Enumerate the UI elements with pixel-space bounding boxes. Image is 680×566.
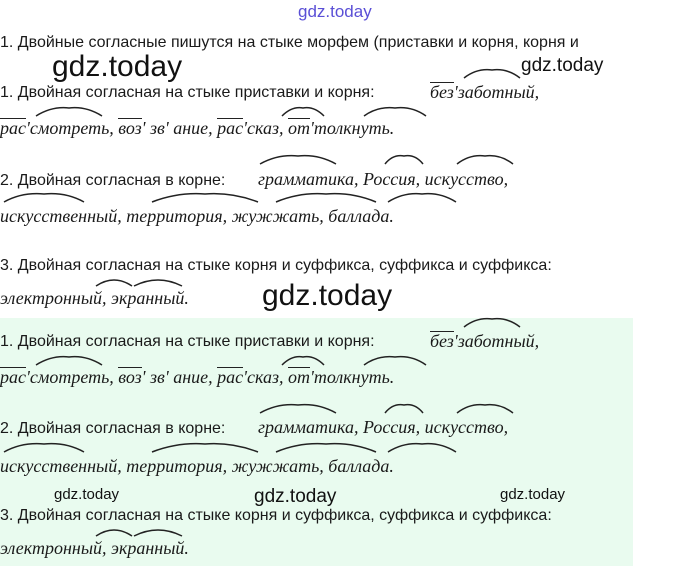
watermark-top: gdz.today bbox=[298, 2, 372, 21]
suffix-mark-4 bbox=[132, 524, 184, 538]
root-arc-13 bbox=[34, 353, 104, 367]
root-arc-2 bbox=[34, 104, 104, 118]
root-arc-21 bbox=[274, 440, 378, 454]
root-arc-20 bbox=[150, 440, 260, 454]
root-arc-4 bbox=[362, 104, 428, 118]
watermark-5: gdz.today bbox=[254, 486, 337, 507]
rule3-heading: 3. Двойная согласная на стыке корня и суффикса, суффикса и суффикса: bbox=[0, 257, 552, 274]
rule2-examples-a-2: грамматика, Россия, искусство, bbox=[258, 417, 509, 437]
watermark-3: gdz.today bbox=[262, 279, 393, 312]
root-arc-12 bbox=[462, 315, 522, 329]
root-arc-11 bbox=[386, 190, 458, 204]
root-arc-22 bbox=[386, 440, 458, 454]
suffix-mark-1 bbox=[94, 274, 134, 288]
root-arc-3 bbox=[280, 104, 326, 118]
rule3-examples-2: электронный, экранный. bbox=[0, 538, 189, 558]
rule2-heading-2: 2. Двойная согласная в корне: bbox=[0, 420, 226, 437]
rule1-heading-2: 1. Двойная согласная на стыке приставки и корня: bbox=[0, 333, 375, 350]
watermark-4: gdz.today bbox=[54, 486, 120, 503]
root-arc-6 bbox=[383, 152, 425, 166]
rule1-examples-b: рас'смотреть, воз' зв' ание, рас'сказ, от'толкнуть. bbox=[0, 118, 395, 138]
watermark-2: gdz.today bbox=[521, 55, 604, 76]
root-arc-17 bbox=[383, 401, 425, 415]
root-arc-7 bbox=[455, 152, 515, 166]
rule2-examples-b: искусственный, территория, жужжать, баллада. bbox=[0, 206, 394, 226]
root-arc-18 bbox=[455, 401, 515, 415]
rule1-examples-a: без'заботный, bbox=[430, 82, 540, 102]
root-arc-5 bbox=[258, 152, 338, 166]
rule1-heading: 1. Двойная согласная на стыке приставки и корня: bbox=[0, 84, 375, 101]
root-arc-8 bbox=[2, 190, 86, 204]
watermark-6: gdz.today bbox=[500, 486, 566, 503]
root-arc-9 bbox=[150, 190, 260, 204]
suffix-mark-2 bbox=[132, 274, 184, 288]
root-arc-16 bbox=[258, 401, 338, 415]
rule1-examples-b-2: рас'смотреть, воз' зв' ание, рас'сказ, от'толкнуть. bbox=[0, 367, 395, 387]
root-arc-14 bbox=[280, 353, 326, 367]
watermark-1: gdz.today bbox=[52, 50, 183, 83]
rule2-heading: 2. Двойная согласная в корне: bbox=[0, 172, 226, 189]
rule3-examples: электронный, экранный. bbox=[0, 288, 189, 308]
root-arc-15 bbox=[362, 353, 428, 367]
root-arc-1 bbox=[462, 66, 522, 80]
root-arc-10 bbox=[274, 190, 378, 204]
rule1-examples-a-2: без'заботный, bbox=[430, 331, 540, 351]
intro-line: 1. Двойные согласные пишутся на стыке морфем (приставки и корня, корня и bbox=[0, 34, 579, 51]
rule3-heading-2: 3. Двойная согласная на стыке корня и суффикса, суффикса и суффикса: bbox=[0, 507, 552, 524]
root-arc-19 bbox=[2, 440, 86, 454]
suffix-mark-3 bbox=[94, 524, 134, 538]
rule2-examples-b-2: искусственный, территория, жужжать, баллада. bbox=[0, 456, 394, 476]
rule2-examples-a: грамматика, Россия, искусство, bbox=[258, 169, 509, 189]
